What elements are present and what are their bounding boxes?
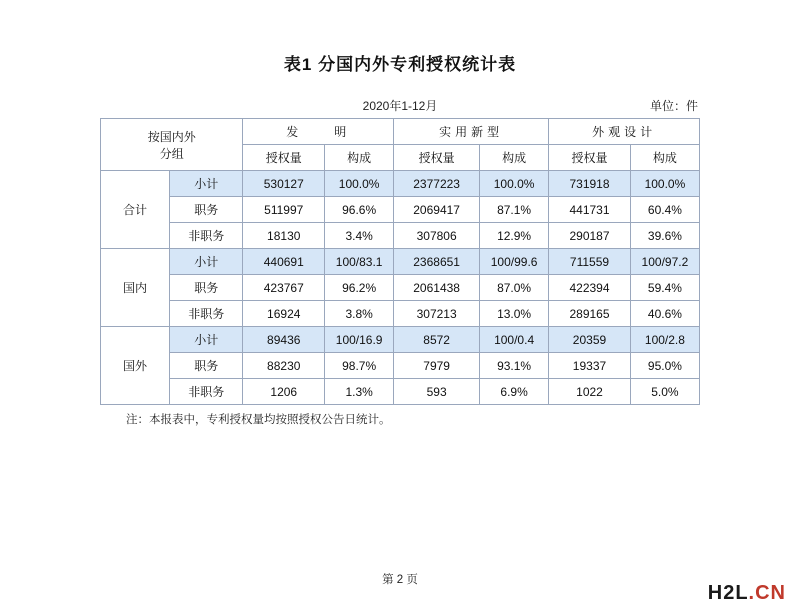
section-label-domestic: 国内: [101, 249, 170, 327]
header-group-design: 外观设计: [549, 119, 700, 145]
watermark: [708, 582, 786, 605]
cell-value: 3.8%: [325, 301, 394, 327]
cell-value: 7979: [394, 353, 480, 379]
header-group-utility-model: 实用新型: [394, 119, 549, 145]
unit-label: 单位：件: [649, 99, 698, 113]
header-invention-count: 授权量: [243, 145, 325, 171]
table-header-row-groups: [101, 119, 700, 145]
cell-value: 731918: [549, 171, 631, 197]
cell-value: 16924: [243, 301, 325, 327]
cell-value: 2377223: [394, 171, 480, 197]
cell-value: 88230: [243, 353, 325, 379]
cell-value: 511997: [243, 197, 325, 223]
header-design-share: 构成: [630, 145, 699, 171]
row-label: 非职务: [170, 223, 243, 249]
header-utility-share: 构成: [480, 145, 549, 171]
table-row: [101, 275, 700, 301]
cell-value: 100/2.8: [630, 327, 699, 353]
patent-grant-statistics-table: [100, 118, 700, 405]
page-title: 表1 分国内外专利授权统计表: [283, 55, 517, 74]
header-row-group-title: [101, 119, 243, 171]
cell-value: 5.0%: [630, 379, 699, 405]
table-row: [101, 249, 700, 275]
cell-value: 440691: [243, 249, 325, 275]
row-label: 小计: [170, 171, 243, 197]
cell-value: 289165: [549, 301, 631, 327]
row-label: 非职务: [170, 379, 243, 405]
cell-value: 422394: [549, 275, 631, 301]
cell-value: 20359: [549, 327, 631, 353]
cell-value: 98.7%: [325, 353, 394, 379]
header-utility-count: 授权量: [394, 145, 480, 171]
cell-value: 100.0%: [480, 171, 549, 197]
statistics-table-container: [100, 97, 700, 427]
table-row: [101, 223, 700, 249]
cell-value: 87.1%: [480, 197, 549, 223]
row-label: 小计: [170, 249, 243, 275]
cell-value: 59.4%: [630, 275, 699, 301]
row-label: 非职务: [170, 301, 243, 327]
cell-value: 6.9%: [480, 379, 549, 405]
cell-value: 100.0%: [325, 171, 394, 197]
table-row: [101, 197, 700, 223]
table-row: [101, 171, 700, 197]
cell-value: 530127: [243, 171, 325, 197]
cell-value: 100/99.6: [480, 249, 549, 275]
cell-value: 1.3%: [325, 379, 394, 405]
cell-value: 89436: [243, 327, 325, 353]
cell-value: 60.4%: [630, 197, 699, 223]
watermark-suffix: .CN: [748, 582, 786, 604]
cell-value: 95.0%: [630, 353, 699, 379]
cell-value: 1206: [243, 379, 325, 405]
cell-value: 39.6%: [630, 223, 699, 249]
cell-value: 40.6%: [630, 301, 699, 327]
cell-value: 3.4%: [325, 223, 394, 249]
cell-value: 2061438: [394, 275, 480, 301]
cell-value: 307806: [394, 223, 480, 249]
table-row: [101, 353, 700, 379]
cell-value: 8572: [394, 327, 480, 353]
cell-value: 100/97.2: [630, 249, 699, 275]
cell-value: 100/16.9: [325, 327, 394, 353]
row-label: 职务: [170, 275, 243, 301]
cell-value: 1022: [549, 379, 631, 405]
table-row: [101, 301, 700, 327]
table-note: 注：本报表中，专利授权量均按照授权公告日统计。: [126, 414, 391, 426]
header-row-group-line1: 按国内外: [147, 129, 196, 144]
cell-value: 593: [394, 379, 480, 405]
table-row: [101, 327, 700, 353]
section-label-foreign: 国外: [101, 327, 170, 405]
cell-value: 2368651: [394, 249, 480, 275]
section-label-total: 合计: [101, 171, 170, 249]
row-label: 职务: [170, 197, 243, 223]
cell-value: 19337: [549, 353, 631, 379]
reporting-period: 2020年1-12月: [362, 99, 438, 113]
cell-value: 18130: [243, 223, 325, 249]
cell-value: 96.6%: [325, 197, 394, 223]
table-body: [101, 171, 700, 405]
header-invention-share: 构成: [325, 145, 394, 171]
cell-value: 12.9%: [480, 223, 549, 249]
watermark-main: H2L: [707, 582, 749, 604]
cell-value: 96.2%: [325, 275, 394, 301]
cell-value: 307213: [394, 301, 480, 327]
cell-value: 441731: [549, 197, 631, 223]
header-row-group-line2: 分组: [159, 146, 184, 161]
row-label: 小计: [170, 327, 243, 353]
cell-value: 100/83.1: [325, 249, 394, 275]
row-label: 职务: [170, 353, 243, 379]
cell-value: 290187: [549, 223, 631, 249]
cell-value: 13.0%: [480, 301, 549, 327]
cell-value: 2069417: [394, 197, 480, 223]
cell-value: 100.0%: [630, 171, 699, 197]
document-page: [0, 50, 800, 615]
cell-value: 93.1%: [480, 353, 549, 379]
page-number: 第 2 页: [382, 574, 418, 586]
table-caption-row: [100, 97, 700, 118]
header-design-count: 授权量: [549, 145, 631, 171]
cell-value: 87.0%: [480, 275, 549, 301]
cell-value: 711559: [549, 249, 631, 275]
table-row: [101, 379, 700, 405]
cell-value: 423767: [243, 275, 325, 301]
cell-value: 100/0.4: [480, 327, 549, 353]
header-group-invention: 发 明: [243, 119, 394, 145]
